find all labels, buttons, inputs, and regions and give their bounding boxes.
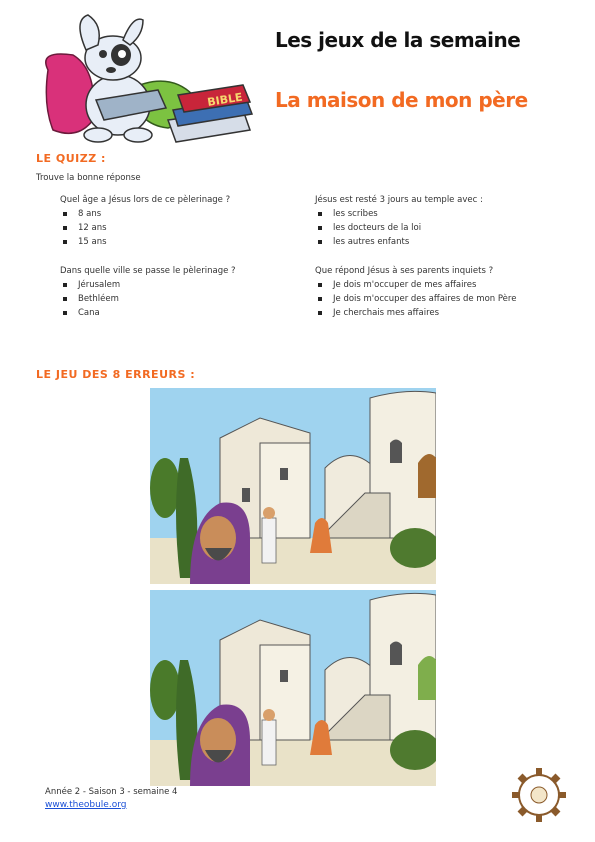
answer-list [315,278,555,320]
answer-option: les scribes [315,207,555,221]
answer-list [60,207,290,249]
quiz-instruction: Trouve la bonne réponse [36,173,141,183]
answer-list [60,278,290,320]
answer-option: 12 ans [60,221,290,235]
quiz-section-title: LE QUIZZ : [36,152,106,165]
question-text: Jésus est resté 3 jours au temple avec : [315,195,483,205]
question-text: Quel âge a Jésus lors de ce pèlerinage ? [60,195,231,205]
footer-season-info: Année 2 - Saison 3 - semaine 4 [45,787,178,797]
differences-section-title: LE JEU DES 8 ERREURS : [36,368,196,381]
theobule-logo [510,766,568,824]
answer-option: Cana [60,306,290,320]
answer-option: les docteurs de la loi [315,221,555,235]
scene-modified-image [150,590,436,786]
answer-list [315,207,555,249]
page-subtitle: La maison de mon père [275,88,528,112]
answer-option: Bethléem [60,292,290,306]
page-title: Les jeux de la semaine [275,28,521,52]
quiz-question-2 [60,264,290,320]
scene-original-image [150,388,436,584]
question-text: Que répond Jésus à ses parents inquiets ? [315,266,494,276]
answer-option: 8 ans [60,207,290,221]
quiz-question-4 [315,264,555,320]
quiz-question-3 [315,193,555,249]
answer-option: Jérusalem [60,278,290,292]
answer-option: les autres enfants [315,235,555,249]
answer-option: Je dois m'occuper des affaires de mon Père [315,292,555,306]
answer-option: Je cherchais mes affaires [315,306,555,320]
quiz-question-1 [60,193,290,249]
answer-option: 15 ans [60,235,290,249]
footer-website-link[interactable]: www.theobule.org [45,800,127,810]
bible-book-label: BIBLE [206,90,244,109]
question-text: Dans quelle ville se passe le pèlerinage ? [60,266,236,276]
rabbit-mascot-illustration [18,10,258,160]
answer-option: Je dois m'occuper de mes affaires [315,278,555,292]
